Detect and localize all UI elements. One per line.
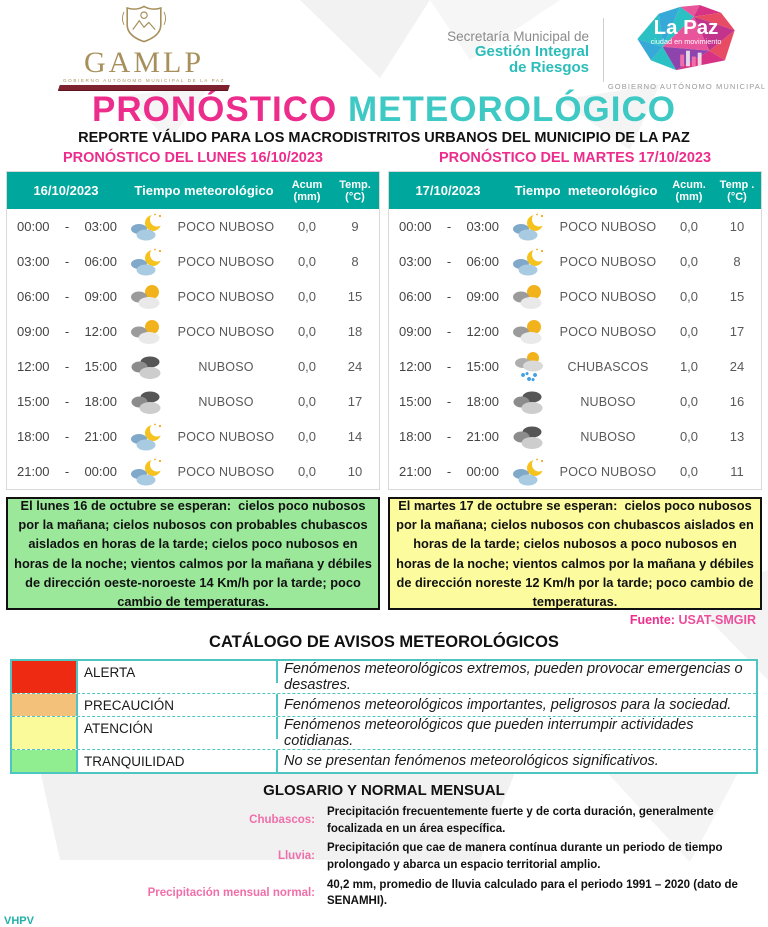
forecast-row xyxy=(389,419,761,454)
time-from: 18:00 xyxy=(17,429,50,444)
time-to: 00:00 xyxy=(466,464,499,479)
forecast-row xyxy=(389,454,761,489)
glossary-item xyxy=(0,877,750,910)
time-range xyxy=(389,359,507,374)
forecast-row xyxy=(7,419,379,454)
alert-level-label: ATENCIÓN xyxy=(78,717,278,739)
time-range xyxy=(7,289,125,304)
time-dash: - xyxy=(446,359,452,374)
time-from: 21:00 xyxy=(17,464,50,479)
forecast-table xyxy=(388,171,762,490)
column-header-acum xyxy=(665,179,713,203)
weather-description: NUBOSO xyxy=(198,394,254,409)
column-header-acum-line1: Acum xyxy=(291,178,323,191)
cloud-moon-icon xyxy=(125,247,169,277)
glossary-definition: Precipitación frecuentemente fuerte y de corta duración, generalmente focalizada en un área específica. xyxy=(327,806,714,835)
temperature-value: 17 xyxy=(729,324,745,339)
header-divider xyxy=(603,18,604,82)
clouds-dark-icon xyxy=(125,352,169,382)
column-header-temp-line1: Temp. xyxy=(339,178,371,191)
forecast-row xyxy=(389,209,761,244)
time-dash: - xyxy=(64,219,70,234)
gamlp-logo xyxy=(14,4,274,90)
secretaria-line3: de Riesgos xyxy=(508,58,589,76)
weather-description: POCO NUBOSO xyxy=(559,464,657,479)
column-header-date: 16/10/2023 xyxy=(33,183,99,198)
forecast-title: PRONÓSTICO DEL MARTES 17/10/2023 xyxy=(438,150,712,166)
temperature-value: 11 xyxy=(730,464,744,479)
column-header-temp-line2: (°C) xyxy=(727,190,747,203)
gamlp-ribbon xyxy=(58,85,230,90)
catalog-row xyxy=(12,661,756,693)
forecast-row xyxy=(7,279,379,314)
weather-description: POCO NUBOSO xyxy=(177,289,275,304)
column-header-acum-line2: (mm) xyxy=(675,190,703,203)
lapaz-mosaic-icon xyxy=(628,4,746,81)
cloud-moon-icon xyxy=(507,247,551,277)
precipitation-value: 0,0 xyxy=(679,394,699,409)
temperature-value: 10 xyxy=(729,219,745,234)
time-dash: - xyxy=(64,359,70,374)
secretaria-line2: Gestión Integral xyxy=(474,43,589,61)
time-range xyxy=(389,429,507,444)
time-range xyxy=(389,219,507,234)
forecast-table-header xyxy=(389,172,761,209)
forecast-panel xyxy=(388,150,762,610)
temperature-value: 18 xyxy=(347,324,363,339)
weather-description: POCO NUBOSO xyxy=(559,219,657,234)
weather-description: POCO NUBOSO xyxy=(559,324,657,339)
weather-description: NUBOSO xyxy=(580,429,636,444)
precipitation-value: 0,0 xyxy=(297,429,317,444)
time-range xyxy=(7,219,125,234)
time-from: 06:00 xyxy=(399,289,432,304)
forecast-panel xyxy=(6,150,380,610)
catalog-row xyxy=(12,716,756,749)
gamlp-caption: GOBIERNO AUTÓNOMO MUNICIPAL DE LA PAZ xyxy=(63,78,225,83)
glossary-item xyxy=(0,804,750,837)
time-dash: - xyxy=(64,254,70,269)
precipitation-value: 0,0 xyxy=(679,289,699,304)
gamlp-acronym: GAMLP xyxy=(83,46,204,79)
forecast-title: PRONÓSTICO DEL LUNES 16/10/2023 xyxy=(62,150,324,166)
weather-description: POCO NUBOSO xyxy=(177,429,275,444)
time-range xyxy=(389,324,507,339)
cloud-moon-icon xyxy=(125,422,169,452)
glossary-title: GLOSARIO Y NORMAL MENSUAL xyxy=(263,782,505,799)
time-dash: - xyxy=(64,394,70,409)
svg-text:ciudad en movimiento: ciudad en movimiento xyxy=(650,36,722,46)
source-value: USAT-SMGIR xyxy=(678,613,756,627)
time-from: 12:00 xyxy=(399,359,432,374)
glossary-definition: 40,2 mm, promedio de lluvia calculado para el periodo 1991 – 2020 (dato de SENAMHI). xyxy=(327,878,738,908)
time-from: 03:00 xyxy=(399,254,432,269)
secretaria-line1: Secretaría Municipal de xyxy=(447,29,589,44)
time-from: 00:00 xyxy=(17,219,50,234)
lapaz-logo xyxy=(607,4,767,91)
glossary-definition: Precipitación que cae de manera contínua durante un periodo de tiempo prolongado y abarca un espacio territorial amplio. xyxy=(327,842,723,872)
catalog-title: CATÁLOGO DE AVISOS METEOROLÓGICOS xyxy=(209,633,559,651)
time-to: 06:00 xyxy=(466,254,499,269)
precipitation-value: 0,0 xyxy=(679,219,699,234)
forecast-row xyxy=(7,244,379,279)
glossary-term: Chubascos: xyxy=(249,814,315,827)
forecast-summary-text: El martes 17 de octubre se esperan: cielos poco nubosos por la mañana; cielos nubosos con chubascos aislados en horas de la tarde; cielos nubosos a poco nubosos en horas de la noche; vientos calmos por la mañana y débiles de dirección noreste 12 Km/h por la tarde; poco cambio de temperaturas. xyxy=(396,497,758,609)
time-to: 18:00 xyxy=(466,394,499,409)
cloud-sun-icon xyxy=(507,282,551,312)
lapaz-caption: GOBIERNO AUTÓNOMO MUNICIPAL xyxy=(607,82,767,91)
precipitation-value: 0,0 xyxy=(679,429,699,444)
precipitation-value: 1,0 xyxy=(679,359,699,374)
clouds-dark-icon xyxy=(507,422,551,452)
time-range xyxy=(7,359,125,374)
temperature-value: 24 xyxy=(347,359,363,374)
clouds-dark-icon xyxy=(125,387,169,417)
cloud-moon-icon xyxy=(507,212,551,242)
time-range xyxy=(389,394,507,409)
alert-color-swatch xyxy=(12,661,78,693)
forecast-row xyxy=(389,349,761,384)
time-range xyxy=(7,429,125,444)
forecast-table-header xyxy=(7,172,379,209)
column-header-acum-line1: Acum. xyxy=(672,178,706,191)
time-dash: - xyxy=(446,289,452,304)
report-header xyxy=(0,0,768,92)
cloud-moon-icon xyxy=(125,212,169,242)
time-to: 03:00 xyxy=(84,219,117,234)
temperature-value: 15 xyxy=(347,289,363,304)
precipitation-value: 0,0 xyxy=(679,464,699,479)
weather-description: POCO NUBOSO xyxy=(177,254,275,269)
temperature-value: 14 xyxy=(347,429,363,444)
alert-color-swatch xyxy=(12,694,78,716)
page-title-part2: METEOROLÓGICO xyxy=(337,90,677,129)
temperature-value: 13 xyxy=(729,429,745,444)
time-to: 21:00 xyxy=(84,429,117,444)
weather-description: POCO NUBOSO xyxy=(559,289,657,304)
time-from: 18:00 xyxy=(399,429,432,444)
time-dash: - xyxy=(64,429,70,444)
page-title-part1: PRONÓSTICO xyxy=(91,90,338,129)
glossary-term: Precipitación mensual normal: xyxy=(147,886,315,899)
temperature-value: 24 xyxy=(729,359,745,374)
forecast-row xyxy=(7,349,379,384)
weather-description: NUBOSO xyxy=(198,359,254,374)
column-header-temp-line2: (°C) xyxy=(345,190,365,203)
time-range xyxy=(7,254,125,269)
cloud-sun-icon xyxy=(125,317,169,347)
time-from: 03:00 xyxy=(17,254,50,269)
time-range xyxy=(7,464,125,479)
glossary-term: Lluvia: xyxy=(277,850,315,863)
time-dash: - xyxy=(446,394,452,409)
temperature-value: 16 xyxy=(729,394,745,409)
report-subtitle: REPORTE VÁLIDO PARA LOS MACRODISTRITOS URBANOS DEL MUNICIPIO DE LA PAZ xyxy=(78,130,690,146)
author-initials: VHPV xyxy=(4,915,34,927)
alert-description: Fenómenos meteorológicos importantes, peligrosos para la sociedad. xyxy=(284,697,732,713)
time-to: 15:00 xyxy=(84,359,117,374)
alert-color-swatch xyxy=(12,717,78,749)
column-header-temp xyxy=(713,179,761,203)
svg-text:La Paz: La Paz xyxy=(653,17,719,40)
time-range xyxy=(389,289,507,304)
time-from: 21:00 xyxy=(399,464,432,479)
glossary-item xyxy=(0,840,750,873)
alert-description: No se presentan fenómenos meteorológicos significativos. xyxy=(284,753,659,769)
source-line xyxy=(0,610,768,630)
forecast-summary-text: El lunes 16 de octubre se esperan: cielos poco nubosos por la mañana; cielos nubosos con probables chubascos aislados en horas de la tarde; cielos poco nubosos en horas de la noche; vientos calmos por la mañana y débiles de dirección oeste-noroeste 14 Km/h por la tarde; poco cambio de temperaturas. xyxy=(14,497,376,609)
forecast-row xyxy=(7,209,379,244)
temperature-value: 8 xyxy=(351,254,359,269)
time-range xyxy=(389,464,507,479)
weather-description: POCO NUBOSO xyxy=(559,254,657,269)
column-header-weather: Tiempo meteorológico xyxy=(514,183,658,198)
glossary-list xyxy=(0,804,768,910)
forecast-summary-box xyxy=(6,497,380,610)
alert-color-swatch xyxy=(12,750,78,772)
source-label: Fuente: xyxy=(629,613,675,627)
time-dash: - xyxy=(446,219,452,234)
weather-description: NUBOSO xyxy=(580,394,636,409)
time-range xyxy=(7,394,125,409)
time-to: 06:00 xyxy=(84,254,117,269)
column-header-temp-line1: Temp . xyxy=(719,178,755,191)
cloud-sun-icon xyxy=(125,282,169,312)
time-from: 00:00 xyxy=(399,219,432,234)
alert-description: Fenómenos meteorológicos extremos, pueden provocar emergencias o desastres. xyxy=(284,661,743,693)
temperature-value: 17 xyxy=(347,394,363,409)
time-from: 15:00 xyxy=(17,394,50,409)
alert-level-label: TRANQUILIDAD xyxy=(78,750,278,772)
time-dash: - xyxy=(64,289,70,304)
forecast-row xyxy=(7,454,379,489)
precipitation-value: 0,0 xyxy=(297,254,317,269)
column-header-weather: Tiempo meteorológico xyxy=(134,183,274,198)
cloud-sun-icon xyxy=(507,317,551,347)
precipitation-value: 0,0 xyxy=(297,289,317,304)
precipitation-value: 0,0 xyxy=(297,464,317,479)
time-from: 09:00 xyxy=(17,324,50,339)
precipitation-value: 0,0 xyxy=(297,359,317,374)
forecast-table xyxy=(6,171,380,490)
time-dash: - xyxy=(64,324,70,339)
precipitation-value: 0,0 xyxy=(679,324,699,339)
time-range xyxy=(7,324,125,339)
column-header-acum xyxy=(283,179,331,203)
weather-description: CHUBASCOS xyxy=(567,359,649,374)
forecast-row xyxy=(389,244,761,279)
forecast-row xyxy=(389,279,761,314)
clouds-dark-icon xyxy=(507,387,551,417)
time-from: 06:00 xyxy=(17,289,50,304)
precipitation-value: 0,0 xyxy=(297,219,317,234)
secretaria-block xyxy=(447,30,589,76)
time-from: 12:00 xyxy=(17,359,50,374)
cloud-moon-icon xyxy=(507,457,551,487)
catalog-row xyxy=(12,693,756,716)
time-to: 09:00 xyxy=(84,289,117,304)
cloud-moon-icon xyxy=(125,457,169,487)
time-dash: - xyxy=(446,324,452,339)
alert-level-label: PRECAUCIÓN xyxy=(78,694,278,716)
temperature-value: 15 xyxy=(729,289,745,304)
catalog-row xyxy=(12,749,756,772)
time-to: 12:00 xyxy=(84,324,117,339)
time-dash: - xyxy=(446,464,452,479)
catalog-table xyxy=(10,659,758,774)
precipitation-value: 0,0 xyxy=(297,324,317,339)
alert-level-label: ALERTA xyxy=(78,661,278,683)
precipitation-value: 0,0 xyxy=(297,394,317,409)
page-title xyxy=(0,92,768,128)
time-to: 12:00 xyxy=(466,324,499,339)
precipitation-value: 0,0 xyxy=(679,254,699,269)
weather-description: POCO NUBOSO xyxy=(177,464,275,479)
forecast-summary-box xyxy=(388,497,762,610)
time-to: 18:00 xyxy=(84,394,117,409)
time-to: 00:00 xyxy=(84,464,117,479)
weather-description: POCO NUBOSO xyxy=(177,324,275,339)
column-header-date: 17/10/2023 xyxy=(415,183,481,198)
time-range xyxy=(389,254,507,269)
temperature-value: 8 xyxy=(733,254,741,269)
forecast-row xyxy=(7,384,379,419)
forecast-row xyxy=(389,314,761,349)
temperature-value: 9 xyxy=(351,219,359,234)
time-to: 15:00 xyxy=(466,359,499,374)
time-dash: - xyxy=(446,429,452,444)
time-from: 09:00 xyxy=(399,324,432,339)
temperature-value: 10 xyxy=(347,464,363,479)
weather-description: POCO NUBOSO xyxy=(177,219,275,234)
gamlp-shield-icon xyxy=(115,4,173,49)
time-from: 15:00 xyxy=(399,394,432,409)
alert-description: Fenómenos meteorológicos que pueden interrumpir actividades cotidianas. xyxy=(284,717,694,749)
column-header-temp xyxy=(331,179,379,203)
column-header-acum-line2: (mm) xyxy=(293,190,321,203)
time-to: 09:00 xyxy=(466,289,499,304)
rain-sun-icon xyxy=(507,351,551,383)
time-to: 03:00 xyxy=(466,219,499,234)
time-dash: - xyxy=(64,464,70,479)
time-dash: - xyxy=(446,254,452,269)
forecast-row xyxy=(389,384,761,419)
time-to: 21:00 xyxy=(466,429,499,444)
forecast-grid xyxy=(0,146,768,610)
forecast-row xyxy=(7,314,379,349)
